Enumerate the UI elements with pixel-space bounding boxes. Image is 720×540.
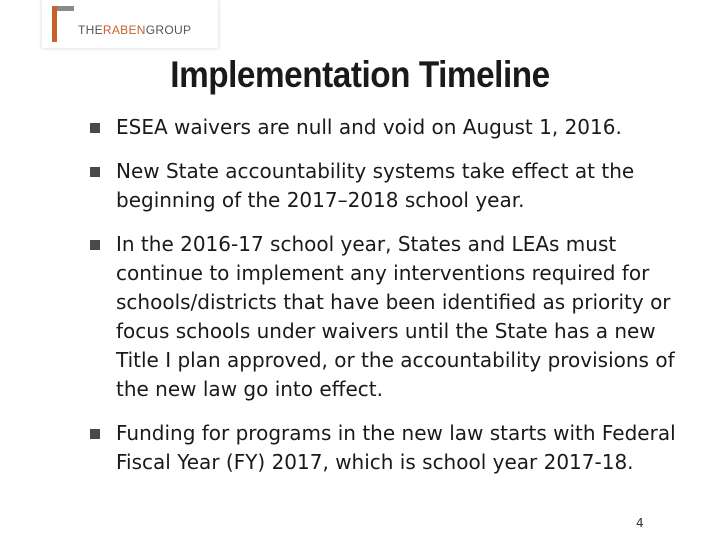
- square-bullet-icon: [90, 167, 100, 177]
- company-logo: [42, 0, 218, 48]
- bullet-text: ESEA waivers are null and void on August 1, 2016.: [116, 115, 622, 139]
- logo-mark-icon: [52, 6, 74, 42]
- bullet-text: In the 2016-17 school year, States and LEAs must continue to implement any interventions required for schools/districts that have been identified as priority or focus schools under waivers until the State has a new Title I plan approved, or the accountability provisions of the new law go into effect.: [116, 232, 675, 401]
- bullet-text: Funding for programs in the new law starts with Federal Fiscal Year (FY) 2017, which is school year 2017-18.: [116, 421, 676, 474]
- logo-text-end: GROUP: [145, 23, 192, 37]
- bullet-item: [90, 157, 680, 215]
- square-bullet-icon: [90, 123, 100, 133]
- bullet-list: [90, 113, 680, 492]
- logo-text-main: THE: [78, 23, 103, 37]
- square-bullet-icon: [90, 240, 100, 250]
- logo-text-accent: RABEN: [102, 23, 146, 37]
- bullet-item: [90, 230, 680, 404]
- slide-title: Implementation Timeline: [170, 54, 550, 95]
- bullet-item: [90, 419, 680, 477]
- page-number: 4: [636, 516, 644, 530]
- bullet-item: [90, 113, 680, 142]
- logo-text: [78, 23, 191, 37]
- bullet-text: New State accountability systems take effect at the beginning of the 2017–2018 school year.: [116, 159, 635, 212]
- square-bullet-icon: [90, 429, 100, 439]
